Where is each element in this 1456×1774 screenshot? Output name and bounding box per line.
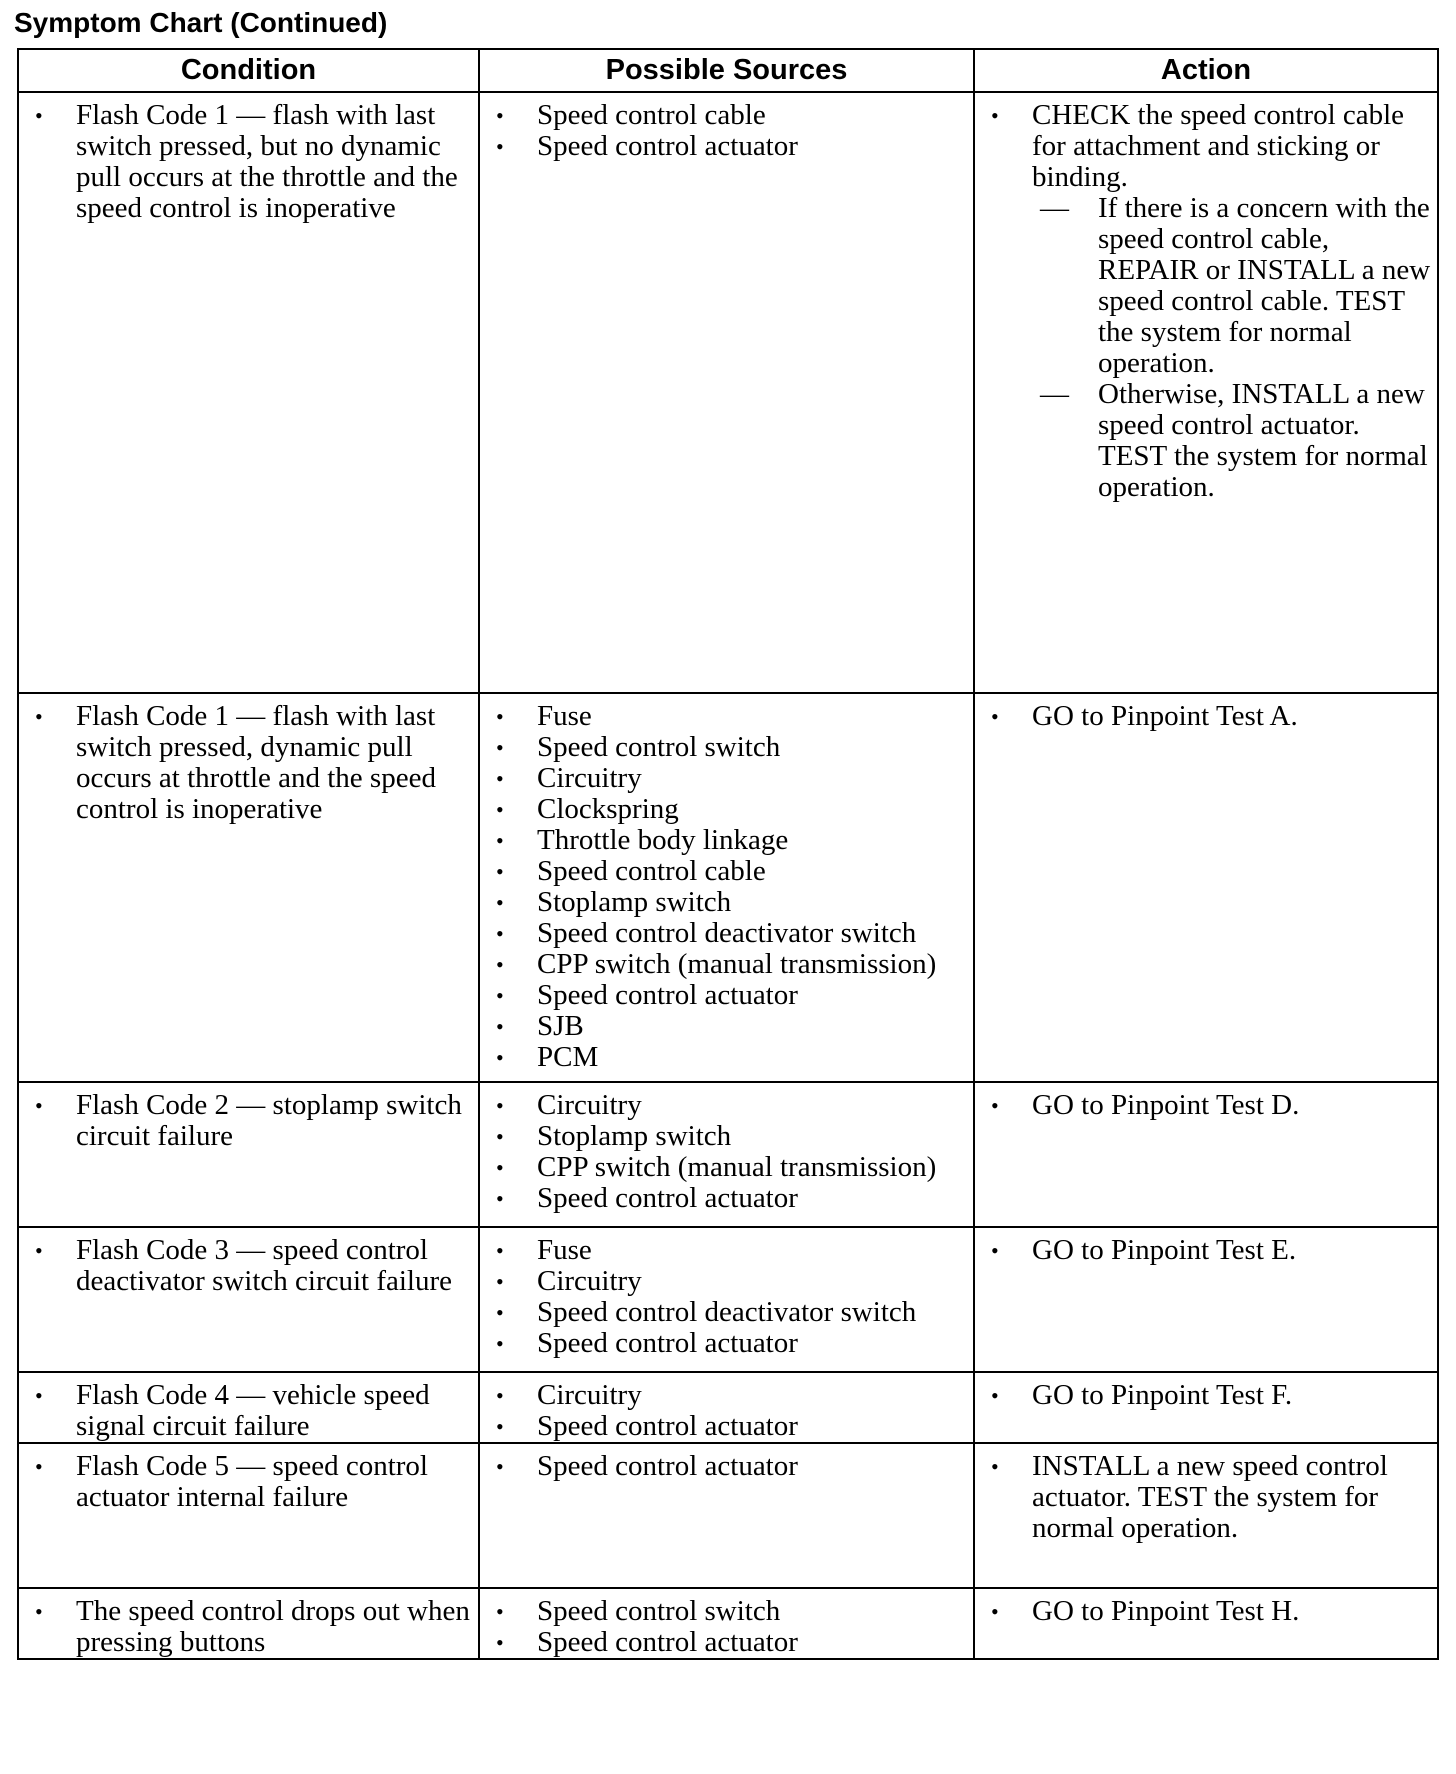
header-possible-sources: Possible Sources (479, 49, 974, 92)
bullet-icon: • (35, 103, 43, 128)
condition-item (25, 100, 472, 224)
source-item-text: Speed control actuator (537, 130, 798, 162)
bullet-icon: • (496, 1045, 504, 1070)
condition-item-text: Flash Code 1 — flash with last switch pressed, dynamic pull occurs at throttle and the speed control is inoperative (76, 700, 436, 825)
table-row (18, 1227, 1438, 1372)
source-item-text: Speed control actuator (537, 979, 798, 1011)
bullet-icon: • (496, 1093, 504, 1118)
condition-cell (18, 92, 479, 693)
header-action: Action (974, 49, 1438, 92)
source-item (486, 1121, 967, 1152)
condition-item (25, 1380, 472, 1442)
source-item-text: Speed control actuator (537, 1327, 798, 1359)
source-item (486, 1297, 967, 1328)
condition-item-text: Flash Code 3 — speed control deactivator switch circuit failure (76, 1234, 453, 1297)
source-item (486, 1152, 967, 1183)
source-item-text: Speed control cable (537, 855, 766, 887)
source-item (486, 701, 967, 732)
source-item (486, 1042, 967, 1073)
source-item-text: Speed control switch (537, 731, 781, 763)
sources-cell (479, 1588, 974, 1659)
source-item-text: Speed control actuator (537, 1182, 798, 1214)
bullet-icon: • (496, 1014, 504, 1039)
action-sub-text: Otherwise, INSTALL a new speed control actuator. TEST the system for normal operation. (1098, 378, 1428, 503)
bullet-icon: • (991, 704, 999, 729)
bullet-icon: • (991, 1454, 999, 1479)
table-row (18, 92, 1438, 693)
source-item (486, 1411, 967, 1442)
source-item (486, 1627, 967, 1658)
source-item-text: Fuse (537, 1234, 592, 1266)
sources-cell (479, 1372, 974, 1443)
dash-icon: — (1040, 192, 1069, 224)
source-item-text: Speed control switch (537, 1595, 781, 1627)
bullet-icon: • (991, 1383, 999, 1408)
condition-item-text: Flash Code 4 — vehicle speed signal circuit failure (76, 1379, 430, 1442)
condition-cell (18, 1372, 479, 1443)
bullet-icon: • (496, 1414, 504, 1439)
sources-cell (479, 1082, 974, 1227)
action-item-text: CHECK the speed control cable for attachment and sticking or binding. (1032, 99, 1405, 193)
source-item (486, 887, 967, 918)
table-row (18, 693, 1438, 1082)
bullet-icon: • (496, 952, 504, 977)
source-item-text: Fuse (537, 700, 592, 732)
source-item-text: CPP switch (manual transmission) (537, 948, 937, 980)
chart-body (18, 92, 1438, 1659)
source-item (486, 763, 967, 794)
action-item (981, 701, 1431, 732)
source-item-text: Stoplamp switch (537, 1120, 732, 1152)
action-item-text: GO to Pinpoint Test A. (1032, 700, 1298, 732)
condition-item-text: Flash Code 5 — speed control actuator internal failure (76, 1450, 428, 1513)
condition-cell (18, 693, 479, 1082)
condition-item-text: Flash Code 2 — stoplamp switch circuit failure (76, 1089, 462, 1152)
condition-item-text: Flash Code 1 — flash with last switch pressed, but no dynamic pull occurs at the throttle and the speed control is inoperative (76, 99, 458, 224)
bullet-icon: • (35, 1383, 43, 1408)
action-item (981, 1596, 1431, 1627)
action-sub-list (1032, 193, 1431, 503)
bullet-icon: • (35, 1238, 43, 1263)
source-item (486, 980, 967, 1011)
source-item-text: Speed control cable (537, 99, 766, 131)
source-item-text: Speed control deactivator switch (537, 917, 917, 949)
condition-cell (18, 1443, 479, 1588)
source-item (486, 732, 967, 763)
sources-cell (479, 1443, 974, 1588)
action-item-text: INSTALL a new speed control actuator. TEST the system for normal operation. (1032, 1450, 1388, 1544)
sources-cell (479, 1227, 974, 1372)
bullet-icon: • (35, 704, 43, 729)
bullet-icon: • (35, 1599, 43, 1624)
source-item-text: CPP switch (manual transmission) (537, 1151, 937, 1183)
bullet-icon: • (496, 1238, 504, 1263)
source-item (486, 1266, 967, 1297)
source-item-text: Speed control deactivator switch (537, 1296, 917, 1328)
table-row (18, 1443, 1438, 1588)
bullet-icon: • (496, 1269, 504, 1294)
bullet-icon: • (496, 134, 504, 159)
source-item-text: Speed control actuator (537, 1450, 798, 1482)
bullet-icon: • (496, 797, 504, 822)
condition-item (25, 1090, 472, 1152)
source-item-text: Circuitry (537, 1265, 642, 1297)
action-item-text: GO to Pinpoint Test H. (1032, 1595, 1300, 1627)
source-item-text: Circuitry (537, 1089, 642, 1121)
action-item-text: GO to Pinpoint Test F. (1032, 1379, 1293, 1411)
bullet-icon: • (496, 890, 504, 915)
condition-cell (18, 1082, 479, 1227)
action-cell (974, 92, 1438, 693)
bullet-icon: • (496, 1331, 504, 1356)
source-item (486, 918, 967, 949)
bullet-icon: • (496, 766, 504, 791)
condition-item (25, 1451, 472, 1513)
condition-cell (18, 1588, 479, 1659)
condition-item (25, 701, 472, 825)
source-item (486, 949, 967, 980)
action-cell (974, 693, 1438, 1082)
action-sub-item (1032, 379, 1431, 503)
source-item-text: Speed control actuator (537, 1410, 798, 1442)
header-row (18, 49, 1438, 92)
bullet-icon: • (496, 1599, 504, 1624)
source-item (486, 1011, 967, 1042)
bullet-icon: • (496, 921, 504, 946)
source-item (486, 131, 967, 162)
source-item (486, 1596, 967, 1627)
bullet-icon: • (496, 1186, 504, 1211)
condition-item (25, 1235, 472, 1297)
bullet-icon: • (496, 983, 504, 1008)
bullet-icon: • (991, 103, 999, 128)
source-item (486, 1183, 967, 1214)
page-title: Symptom Chart (Continued) (14, 7, 388, 38)
source-item (486, 1451, 967, 1482)
source-item (486, 100, 967, 131)
bullet-icon: • (496, 704, 504, 729)
bullet-icon: • (496, 1630, 504, 1655)
bullet-icon: • (496, 1300, 504, 1325)
source-item (486, 1380, 967, 1411)
source-item-text: Speed control actuator (537, 1626, 798, 1658)
bullet-icon: • (496, 735, 504, 760)
action-item (981, 1451, 1431, 1544)
action-item (981, 1090, 1431, 1121)
source-item-text: PCM (537, 1041, 599, 1073)
dash-icon: — (1040, 378, 1069, 410)
source-item (486, 1328, 967, 1359)
source-item-text: Stoplamp switch (537, 886, 732, 918)
bullet-icon: • (496, 1383, 504, 1408)
action-item-text: GO to Pinpoint Test D. (1032, 1089, 1300, 1121)
source-item-text: Throttle body linkage (537, 824, 789, 856)
sources-cell (479, 693, 974, 1082)
action-cell (974, 1227, 1438, 1372)
bullet-icon: • (991, 1093, 999, 1118)
action-sub-item (1032, 193, 1431, 379)
condition-cell (18, 1227, 479, 1372)
action-sub-text: If there is a concern with the speed control cable, REPAIR or INSTALL a new speed control cable. TEST the system for normal operation. (1098, 192, 1431, 379)
table-row (18, 1588, 1438, 1659)
source-item (486, 1090, 967, 1121)
action-cell (974, 1372, 1438, 1443)
action-item-text: GO to Pinpoint Test E. (1032, 1234, 1297, 1266)
bullet-icon: • (496, 1454, 504, 1479)
action-cell (974, 1443, 1438, 1588)
bullet-icon: • (496, 828, 504, 853)
source-item (486, 856, 967, 887)
bullet-icon: • (991, 1599, 999, 1624)
bullet-icon: • (35, 1454, 43, 1479)
action-item (981, 1380, 1431, 1411)
bullet-icon: • (496, 859, 504, 884)
source-item (486, 794, 967, 825)
symptom-chart-table (17, 48, 1439, 1660)
source-item-text: Circuitry (537, 762, 642, 794)
header-condition: Condition (18, 49, 479, 92)
action-item (981, 100, 1431, 503)
source-item (486, 1235, 967, 1266)
source-item-text: Circuitry (537, 1379, 642, 1411)
condition-item-text: The speed control drops out when pressing buttons (76, 1595, 470, 1658)
table-row (18, 1372, 1438, 1443)
table-row (18, 1082, 1438, 1227)
action-item (981, 1235, 1431, 1266)
action-cell (974, 1082, 1438, 1227)
source-item-text: SJB (537, 1010, 584, 1042)
source-item-text: Clockspring (537, 793, 679, 825)
source-item (486, 825, 967, 856)
bullet-icon: • (496, 103, 504, 128)
bullet-icon: • (496, 1124, 504, 1149)
action-cell (974, 1588, 1438, 1659)
bullet-icon: • (496, 1155, 504, 1180)
condition-item (25, 1596, 472, 1658)
bullet-icon: • (35, 1093, 43, 1118)
bullet-icon: • (991, 1238, 999, 1263)
sources-cell (479, 92, 974, 693)
